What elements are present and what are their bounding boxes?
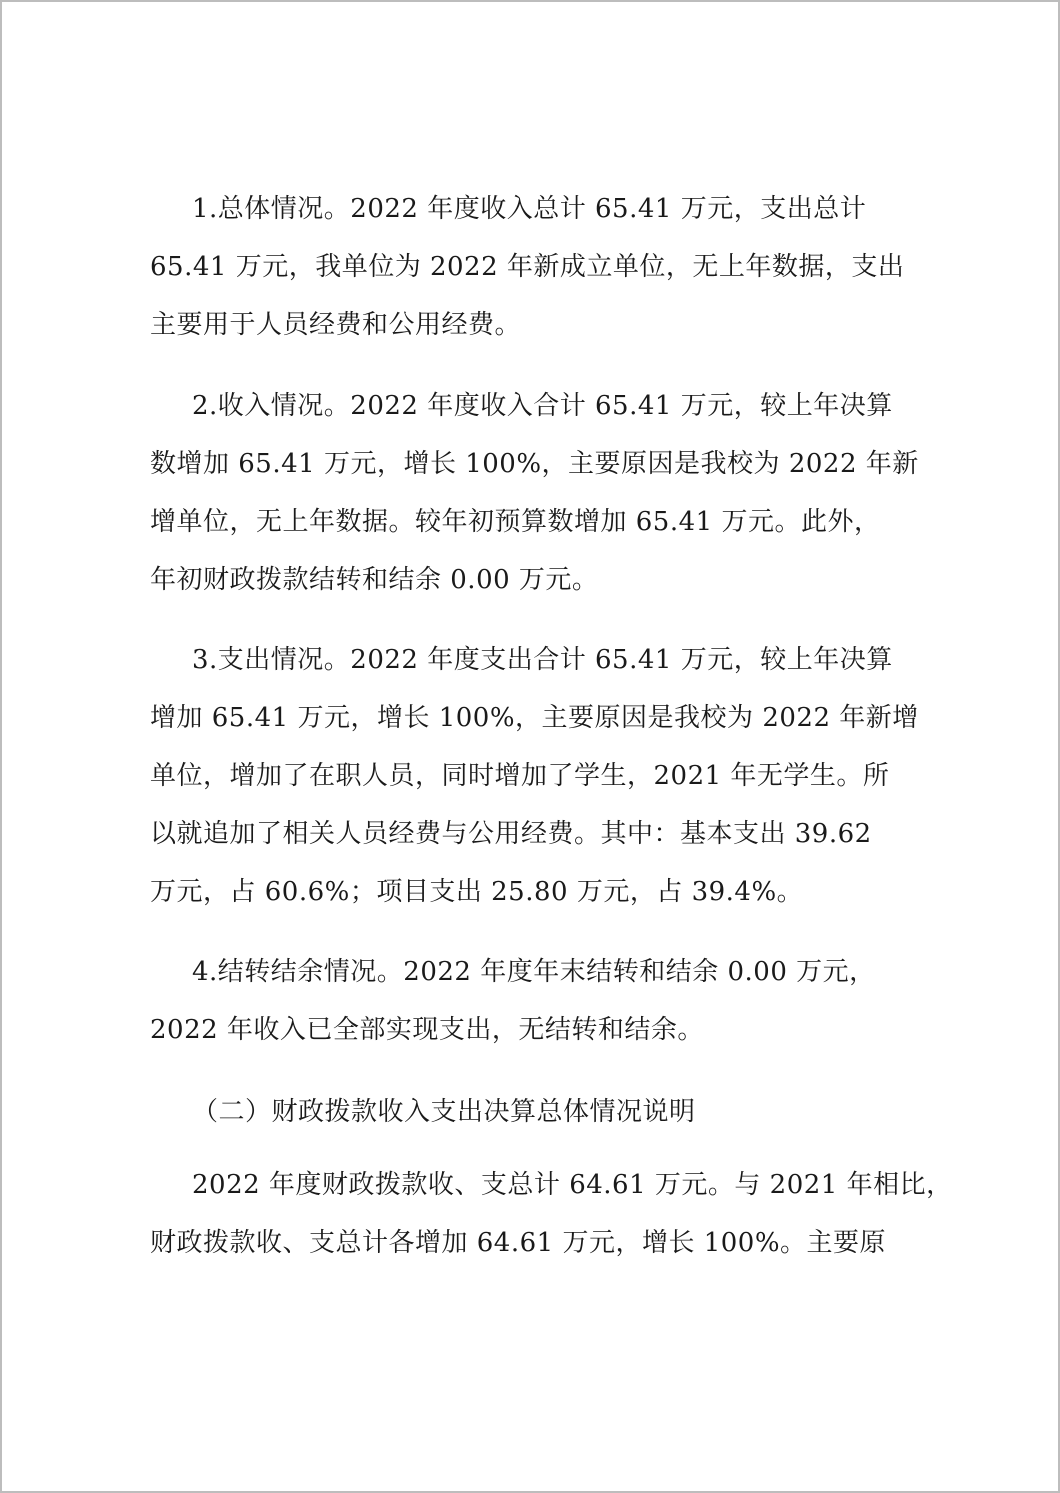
paragraph-2-line-3: 增单位，无上年数据。较年初预算数增加 65.41 万元。此外， <box>150 507 881 537</box>
paragraph-3-line-4: 以就追加了相关人员经费与公用经费。其中：基本支出 39.62 <box>150 819 872 849</box>
paragraph-1-line-1: 1.总体情况。2022 年度收入总计 65.41 万元，支出总计 <box>192 194 867 224</box>
paragraph-6-line-2: 财政拨款收、支总计各增加 64.61 万元，增长 100%。主要原 <box>150 1228 887 1258</box>
paragraph-3-line-1: 3.支出情况。2022 年度支出合计 65.41 万元，较上年决算 <box>192 645 893 675</box>
section-heading: （二）财政拨款收入支出决算总体情况说明 <box>192 1097 696 1127</box>
paragraph-4-line-2: 2022 年收入已全部实现支出，无结转和结余。 <box>150 1015 704 1045</box>
paragraph-1-line-2: 65.41 万元，我单位为 2022 年新成立单位，无上年数据，支出 <box>150 252 905 282</box>
paragraph-2-line-2: 数增加 65.41 万元，增长 100%，主要原因是我校为 2022 年新 <box>150 449 919 479</box>
paragraph-2-line-4: 年初财政拨款结转和结余 0.00 万元。 <box>150 565 599 595</box>
paragraph-2-line-1: 2.收入情况。2022 年度收入合计 65.41 万元，较上年决算 <box>192 391 893 421</box>
paragraph-6-line-1: 2022 年度财政拨款收、支总计 64.61 万元。与 2021 年相比， <box>192 1170 953 1200</box>
paragraph-1-line-3: 主要用于人员经费和公用经费。 <box>150 310 522 340</box>
paragraph-4-line-1: 4.结转结余情况。2022 年度年末结转和结余 0.00 万元， <box>192 957 876 987</box>
paragraph-3-line-2: 增加 65.41 万元，增长 100%，主要原因是我校为 2022 年新增 <box>150 703 919 733</box>
paragraph-3-line-5: 万元，占 60.6%；项目支出 25.80 万元，占 39.4%。 <box>150 877 804 907</box>
paragraph-3-line-3: 单位，增加了在职人员，同时增加了学生，2021 年无学生。所 <box>150 761 890 791</box>
